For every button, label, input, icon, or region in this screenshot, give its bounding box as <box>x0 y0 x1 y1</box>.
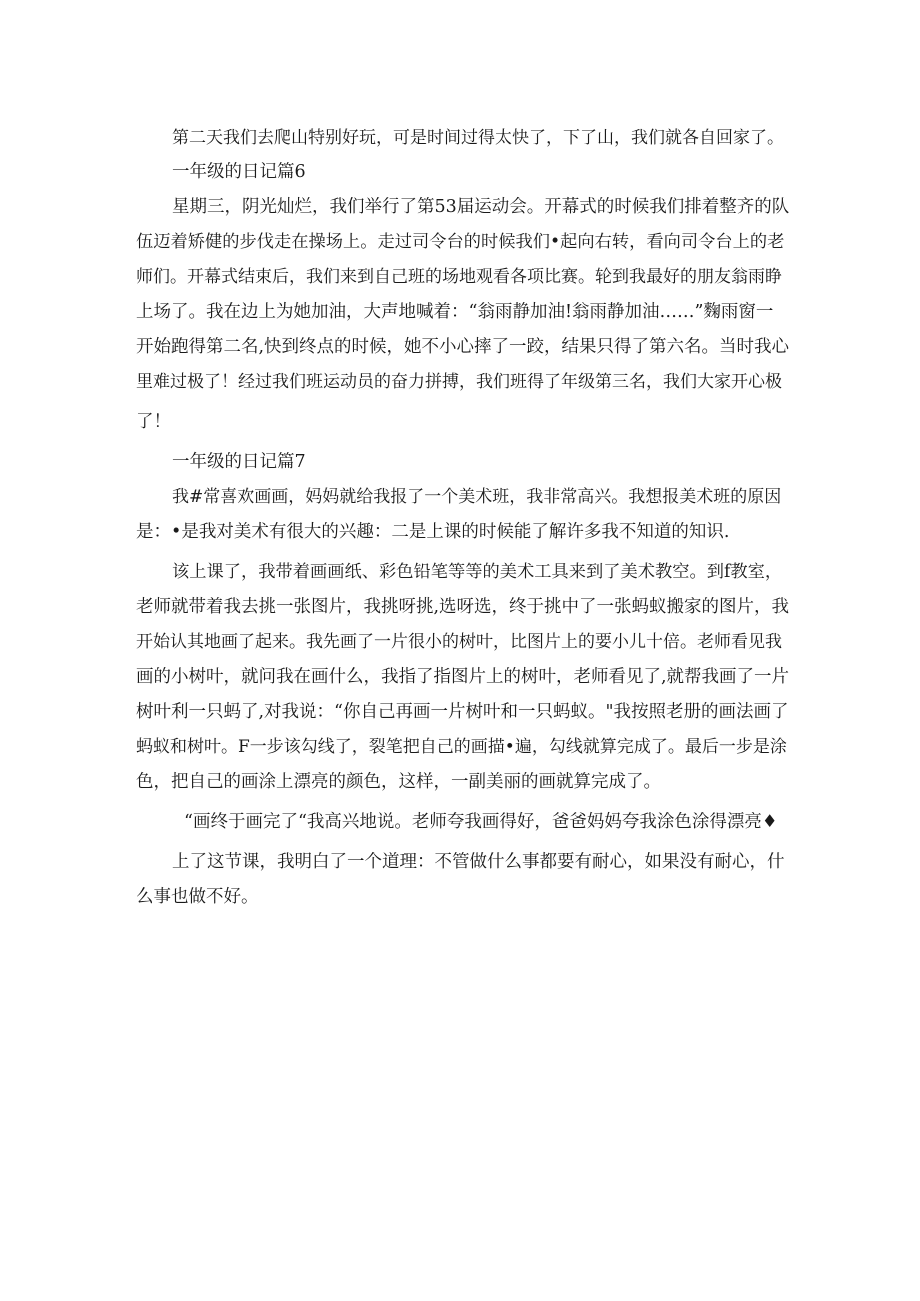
paragraph-line: 是：•是我对美术有很大的兴趣：二是上课的时候能了解许多我不知道的知识. <box>136 522 730 542</box>
paragraph-line: 上场了。我在边上为她加油，大声地喊着：“翁雨静加油!翁雨静加油……”麴雨窗一 <box>136 302 774 322</box>
paragraph-line: 蚂蚁和树叶。F一步该勾线了，裂笔把自己的画描•遍，勾线就算完成了。最后一步是涂 <box>136 737 787 757</box>
paragraph-line: 了！ <box>136 412 171 432</box>
paragraph-line: 树叶利一只蚂了,对我说：“你自己再画一片树叶和一只蚂蚁。"我按照老册的画法画了 <box>136 702 789 722</box>
paragraph-line: 色，把自己的画涂上漂亮的颜色，这样，一副美丽的画就算完成了。 <box>136 772 661 792</box>
paragraph-line: 画的小树叶，就问我在画什么，我指了指图片上的树叶，老师看见了,就帮我画了一片 <box>136 667 790 687</box>
paragraph-line: 老师就带着我去挑一张图片，我挑呀挑,选呀选，终于挑中了一张蚂蚁搬家的图片，我 <box>136 597 790 617</box>
paragraph-line: 伍迈着矫健的步伐走在操场上。走过司令台的时候我们•起向右转，看向司令台上的老 <box>136 232 785 252</box>
paragraph-line: 开始认其地画了起来。我先画了一片很小的树叶，比图片上的要小儿十倍。老师看见我 <box>136 632 782 652</box>
paragraph-line: 第二天我们去爬山特别好玩，可是时间过得太快了，下了山，我们就各自回家了。 <box>172 128 784 148</box>
section-heading-7: 一年级的日记篇7 <box>172 452 306 472</box>
paragraph-line: 开始跑得第二名,快到终点的时候，她不小心摔了一跤，结果只得了第六名。当时我心 <box>136 337 790 357</box>
paragraph-line: 么事也做不好。 <box>136 887 259 907</box>
paragraph-line: 上了这节课，我明白了一个道理：不管做什么事都要有耐心，如果没有耐心，什 <box>172 852 785 872</box>
paragraph-line: 师们。开幕式结束后，我们来到自己班的场地观看各项比赛。轮到我最好的朋友翁雨睁 <box>136 267 782 287</box>
paragraph-line: 该上课了，我带着画画纸、彩色铅笔等等的美术工具来到了美术教空。到f教室， <box>172 562 783 582</box>
paragraph-line: 星期三，阴光灿烂，我们举行了第53届运动会。开幕式的时候我们排着整齐的队 <box>172 197 790 217</box>
paragraph-line: 我#常喜欢画画，妈妈就给我报了一个美术班，我非常高兴。我想报美术班的原因 <box>172 487 782 507</box>
paragraph-line: 里难过极了！经过我们班运动员的奋力拼搏，我们班得了年级第三名，我们大家开心极 <box>136 372 782 392</box>
section-heading-6: 一年级的日记篇6 <box>172 162 306 182</box>
paragraph-line: “画终于画完了“我高兴地说。老师夸我画得好，爸爸妈妈夸我涂色涂得漂亮♦ <box>184 812 778 832</box>
